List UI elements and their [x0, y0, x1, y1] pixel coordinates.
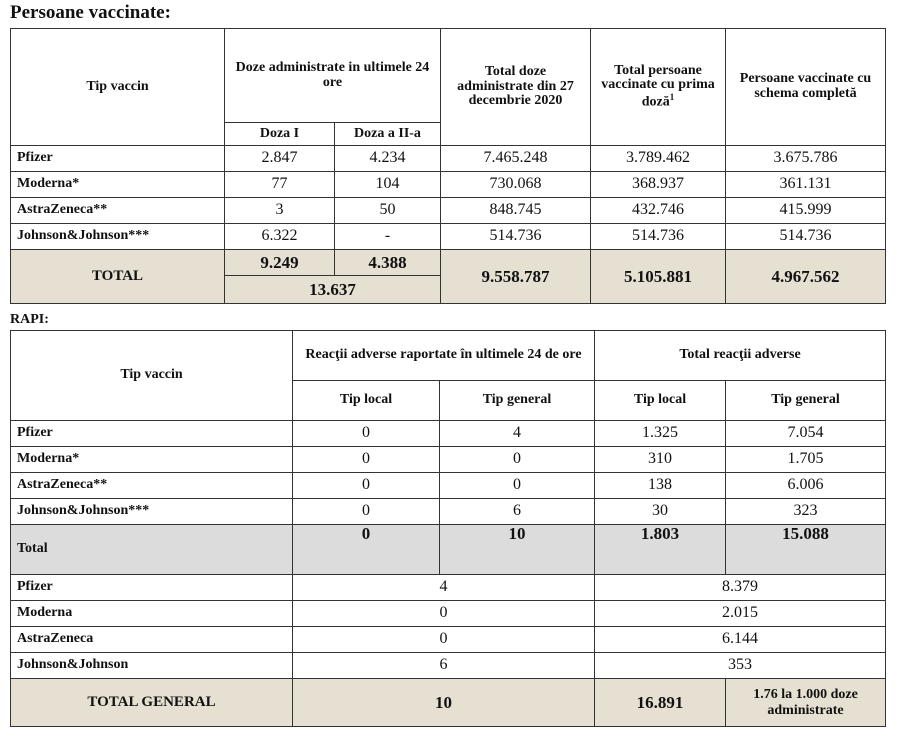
header-tip-vaccin: Tip vaccin [11, 29, 225, 146]
total-local-total: 1.803 [595, 525, 726, 575]
vaccine-name: AstraZeneca** [11, 198, 225, 224]
general-24h-value: 0 [440, 447, 595, 473]
summary-24h-value: 4 [293, 575, 595, 601]
summary-total-value: 2.015 [595, 601, 886, 627]
header-tip-local-total: Tip local [595, 381, 726, 421]
local-24h-value: 0 [293, 473, 440, 499]
general-24h-value: 0 [440, 473, 595, 499]
local-24h-value: 0 [293, 499, 440, 525]
summary-row [11, 653, 886, 679]
local-total-value: 310 [595, 447, 726, 473]
doza1-value: 77 [225, 172, 335, 198]
header-tip-vaccin: Tip vaccin [11, 331, 293, 421]
schema-value: 3.675.786 [726, 146, 886, 172]
schema-value: 361.131 [726, 172, 886, 198]
total-general-24h: 10 [293, 679, 595, 727]
total-doze-value: 730.068 [441, 172, 591, 198]
total-general-total: 16.891 [595, 679, 726, 727]
header-tip-general-total: Tip general [726, 381, 886, 421]
prima-doza-value: 432.746 [591, 198, 726, 224]
summary-24h-value: 0 [293, 601, 595, 627]
general-24h-value: 6 [440, 499, 595, 525]
summary-total-value: 353 [595, 653, 886, 679]
total-label: TOTAL [11, 250, 225, 304]
header-schema-completa: Persoane vaccinate cu schema completă [726, 29, 886, 146]
total-doze-value: 7.465.248 [441, 146, 591, 172]
local-total-value: 1.325 [595, 421, 726, 447]
header-doza-2: Doza a II-a [335, 123, 441, 146]
summary-total-value: 8.379 [595, 575, 886, 601]
schema-value: 514.736 [726, 224, 886, 250]
header-doza-1: Doza I [225, 123, 335, 146]
summary-row [11, 601, 886, 627]
table-row [11, 224, 886, 250]
table-row [11, 447, 886, 473]
local-total-value: 30 [595, 499, 726, 525]
prima-doza-value: 514.736 [591, 224, 726, 250]
total-label: Total [11, 525, 293, 575]
schema-value: 415.999 [726, 198, 886, 224]
general-total-value: 7.054 [726, 421, 886, 447]
local-total-value: 138 [595, 473, 726, 499]
total-general-row [11, 679, 886, 727]
rapi-section-title: RAPI: [10, 312, 49, 327]
total-doza2: 4.388 [335, 250, 441, 276]
total-row [11, 250, 886, 276]
total-schema: 4.967.562 [726, 250, 886, 304]
header-doze-24h: Doze administrate in ultimele 24 ore [225, 29, 441, 123]
total-general-rate: 1.76 la 1.000 doze administrate [726, 679, 886, 727]
header-prima-doza: Total persoane vaccinate cu prima doză$^1$ [591, 29, 726, 146]
header-total-doze: Total doze administrate din 27 decembrie 2020 [441, 29, 591, 146]
doza2-value: 104 [335, 172, 441, 198]
header-reactii-24h: Reacţii adverse raportate în ultimele 24 de ore [293, 331, 595, 381]
vaccine-name: AstraZeneca** [11, 473, 293, 499]
vaccine-name: Moderna* [11, 447, 293, 473]
doza1-value: 2.847 [225, 146, 335, 172]
table-row [11, 473, 886, 499]
table-row [11, 198, 886, 224]
header-total-reactii: Total reacţii adverse [595, 331, 886, 381]
total-doze-value: 848.745 [441, 198, 591, 224]
prima-doza-value: 3.789.462 [591, 146, 726, 172]
table-row [11, 172, 886, 198]
vaccine-name: Moderna [11, 601, 293, 627]
vaccine-name: AstraZeneca [11, 627, 293, 653]
vaccine-name: Johnson&Johnson*** [11, 499, 293, 525]
total-doza1: 9.249 [225, 250, 335, 276]
total-general-total: 15.088 [726, 525, 886, 575]
total-general-24h: 10 [440, 525, 595, 575]
doza2-value: 50 [335, 198, 441, 224]
prima-doza-value: 368.937 [591, 172, 726, 198]
local-24h-value: 0 [293, 447, 440, 473]
general-total-value: 323 [726, 499, 886, 525]
vaccine-name: Pfizer [11, 575, 293, 601]
doza2-value: - [335, 224, 441, 250]
vaccine-name: Moderna* [11, 172, 225, 198]
general-total-value: 6.006 [726, 473, 886, 499]
summary-total-value: 6.144 [595, 627, 886, 653]
vaccine-name: Johnson&Johnson [11, 653, 293, 679]
header-tip-local-24h: Tip local [293, 381, 440, 421]
total-doze-sum: 9.558.787 [441, 250, 591, 304]
general-total-value: 1.705 [726, 447, 886, 473]
local-24h-value: 0 [293, 421, 440, 447]
summary-row [11, 627, 886, 653]
doza1-value: 6.322 [225, 224, 335, 250]
vaccine-name: Pfizer [11, 421, 293, 447]
vaccinated-section-title: Persoane vaccinate: [10, 2, 171, 23]
vaccinated-table [10, 28, 886, 304]
table-row [11, 421, 886, 447]
summary-row [11, 575, 886, 601]
vaccine-name: Johnson&Johnson*** [11, 224, 225, 250]
summary-24h-value: 6 [293, 653, 595, 679]
total-row [11, 525, 886, 575]
total-general-label: TOTAL GENERAL [11, 679, 293, 727]
total-doze-24h: 13.637 [225, 276, 441, 304]
table-row [11, 146, 886, 172]
doza2-value: 4.234 [335, 146, 441, 172]
doza1-value: 3 [225, 198, 335, 224]
vaccine-name: Pfizer [11, 146, 225, 172]
total-doze-value: 514.736 [441, 224, 591, 250]
general-24h-value: 4 [440, 421, 595, 447]
rapi-table [10, 330, 886, 727]
total-prima-doza: 5.105.881 [591, 250, 726, 304]
total-local-24h: 0 [293, 525, 440, 575]
table-row [11, 499, 886, 525]
header-tip-general-24h: Tip general [440, 381, 595, 421]
summary-24h-value: 0 [293, 627, 595, 653]
